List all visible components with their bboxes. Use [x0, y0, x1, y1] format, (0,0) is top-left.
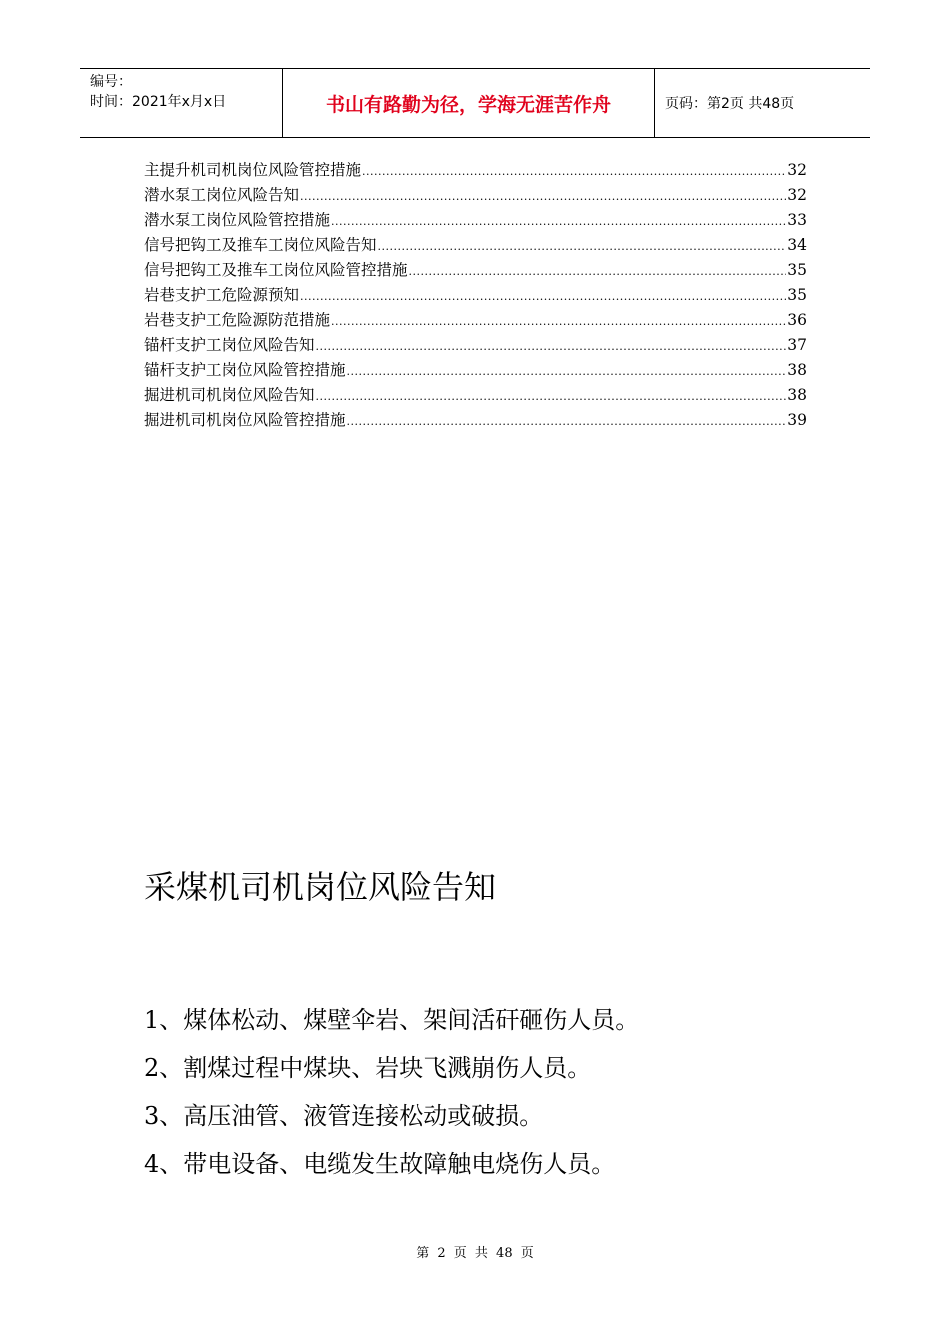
toc-entry-title: 信号把钩工及推车工岗位风险告知: [144, 236, 377, 254]
toc-entry[interactable]: [144, 333, 807, 358]
toc-leader: [300, 284, 786, 308]
toc-leader: [409, 259, 787, 283]
list-item: 2、割煤过程中煤块、岩块飞溅崩伤人员。: [144, 1054, 592, 1082]
toc-entry-page: 35: [787, 286, 807, 304]
toc-entry[interactable]: [144, 233, 807, 258]
toc-entry[interactable]: [144, 208, 807, 233]
toc-entry[interactable]: [144, 283, 807, 308]
toc-entry[interactable]: [144, 183, 807, 208]
toc-entry-title: 掘进机司机岗位风险告知: [144, 386, 315, 404]
toc-entry[interactable]: [144, 408, 807, 433]
toc-leader: [331, 209, 786, 233]
table-of-contents: [144, 158, 807, 433]
toc-entry-page: 38: [787, 361, 807, 379]
toc-entry-page: 39: [787, 411, 807, 429]
risk-list: [144, 996, 639, 1188]
toc-entry[interactable]: [144, 158, 807, 183]
page-header: [80, 68, 870, 138]
toc-entry-page: 36: [787, 311, 807, 329]
page-footer: 第 2 页 共 48 页: [416, 1246, 534, 1261]
toc-entry-page: 34: [787, 236, 807, 254]
toc-entry-page: 38: [787, 386, 807, 404]
header-motto: 书山有路勤为径，学海无涯苦作舟: [282, 69, 655, 137]
toc-entry-title: 潜水泵工岗位风险告知: [144, 186, 300, 204]
toc-entry-title: 潜水泵工岗位风险管控措施: [144, 211, 331, 229]
toc-leader: [316, 334, 787, 358]
toc-entry-title: 锚杆支护工岗位风险管控措施: [144, 361, 346, 379]
toc-leader: [347, 409, 787, 433]
list-item: 3、高压油管、液管连接松动或破损。: [144, 1102, 544, 1130]
toc-entry-page: 37: [787, 336, 807, 354]
list-item: 4、带电设备、电缆发生故障触电烧伤人员。: [144, 1150, 616, 1178]
toc-entry-page: 32: [787, 186, 807, 204]
toc-leader: [316, 384, 787, 408]
list-item: 1、煤体松动、煤壁伞岩、架间活矸砸伤人员。: [144, 1006, 640, 1034]
toc-entry-title: 主提升机司机岗位风险管控措施: [144, 161, 362, 179]
toc-entry[interactable]: [144, 383, 807, 408]
header-meta: [80, 69, 282, 137]
toc-entry-title: 岩巷支护工危险源预知: [144, 286, 300, 304]
section-title: 采煤机司机岗位风险告知: [144, 868, 497, 906]
toc-entry-title: 掘进机司机岗位风险管控措施: [144, 411, 346, 429]
toc-leader: [362, 159, 786, 183]
toc-leader: [331, 309, 786, 333]
toc-entry[interactable]: [144, 308, 807, 333]
number-label: 编号：: [90, 74, 132, 90]
toc-leader: [378, 234, 787, 258]
toc-entry-title: 信号把钩工及推车工岗位风险管控措施: [144, 261, 408, 279]
toc-entry-page: 35: [787, 261, 807, 279]
toc-entry-page: 32: [787, 161, 807, 179]
toc-entry[interactable]: [144, 358, 807, 383]
toc-entry-title: 岩巷支护工危险源防范措施: [144, 311, 331, 329]
toc-leader: [300, 184, 786, 208]
toc-entry[interactable]: [144, 258, 807, 283]
toc-leader: [347, 359, 787, 383]
time-label: 时间：2021年x月x日: [90, 94, 227, 110]
header-page-info: 页码：第2页 共48页: [665, 96, 795, 112]
toc-entry-page: 33: [787, 211, 807, 229]
toc-entry-title: 锚杆支护工岗位风险告知: [144, 336, 315, 354]
